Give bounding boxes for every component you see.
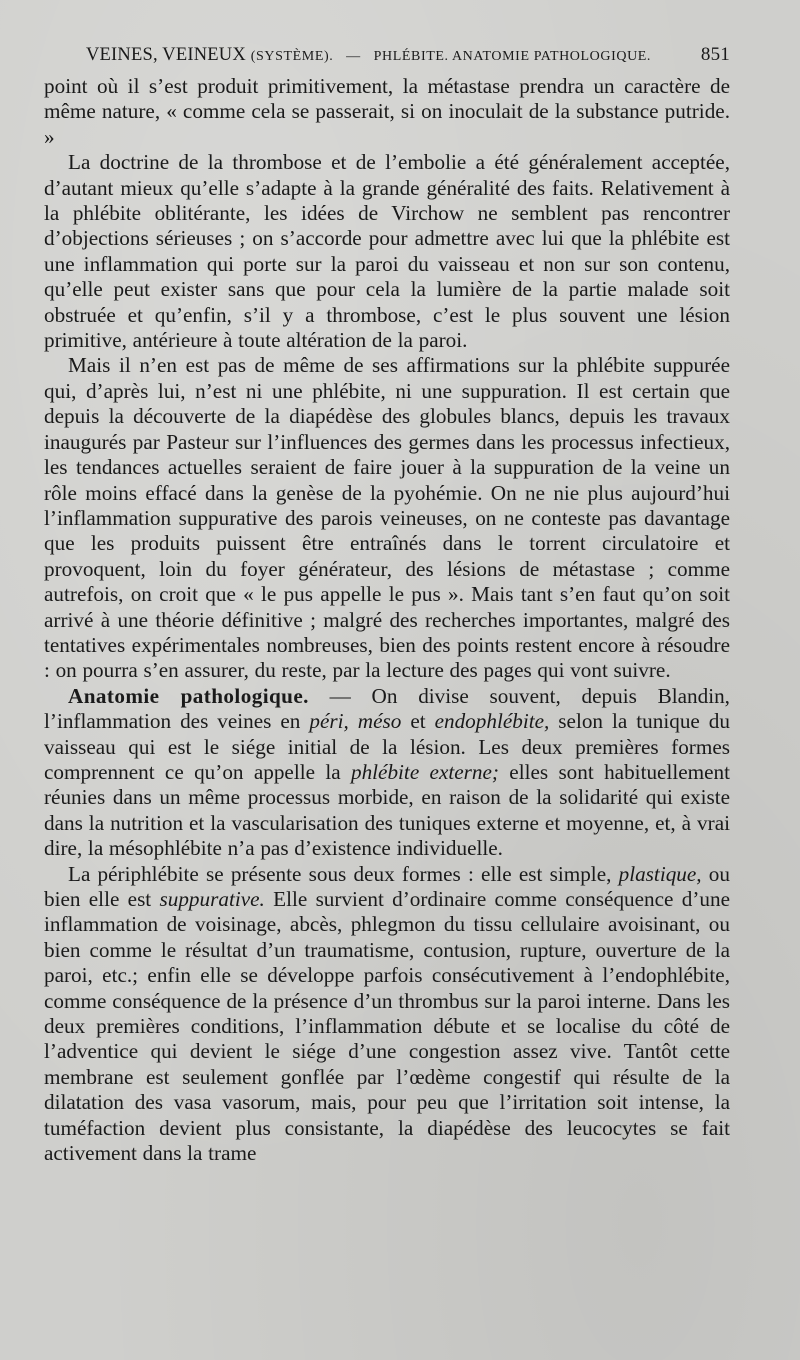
paragraph-5-text-a: La périphlébite se présente sous deux formes : elle est simple, bbox=[68, 861, 619, 886]
paragraph-5-text-b: ou bien elle est bbox=[44, 861, 730, 911]
page-number: 851 bbox=[700, 44, 730, 65]
paragraph-4-italic-3: phlébite externe; bbox=[350, 759, 499, 784]
paragraph-4-italic-2: endophlébite, bbox=[434, 709, 550, 734]
running-head-title-sub: (SYSTÈME). bbox=[250, 49, 334, 64]
paragraph-4 bbox=[44, 684, 730, 862]
paragraph-4-text-c: selon la tunique du vaisseau qui est le siége initial de la lésion. Les deux premières formes comprennent ce qu’on appelle la bbox=[44, 709, 730, 784]
paragraph-1: point où il s’est produit primitivement, la métastase prendra un caractère de même nature, « comme cela se passerait, si on inoculait de la substance putride. » bbox=[44, 74, 730, 149]
paragraph-4-text-d: elles sont habituellement réunies dans un même processus morbide, en raison de la solidarité qui existe dans la nutrition et la vascularisation des tuniques externe et moyenne, et, à vrai dire, la mésophlébite n’a pas d’existence individuelle. bbox=[44, 759, 730, 861]
running-head-dash: — bbox=[346, 49, 361, 64]
paragraph-5-text-c: Elle survient d’ordinaire comme conséquence d’une inflammation de voisinage, abcès, phlegmon du tissu cellulaire avoisinant, ou bien comme le résultat d’un traumatisme, contusion, rupture, ouverture de la paroi, etc.; enfin elle se développe parfois consécutivement à l’endophlébite, comme conséquence de la présence d’un thrombus sur la paroi interne. Dans les deux premières conditions, l’inflammation débute et se localise du côté de l’adventice qui devient le siége d’une congestion assez vive. Tantôt cette membrane est seulement gonflée par l’œdème congestif qui résulte de la dilatation des vasa vasorum, mais, pour peu que l’irritation soit intense, la tuméfaction devient plus consistante, la diapédèse des leucocytes se fait activement dans la trame bbox=[44, 887, 730, 1166]
paragraph-2: La doctrine de la thrombose et de l’embolie a été généralement acceptée, d’autant mieux qu’elle s’adapte à la grande généralité des faits. Relativement à la phlébite oblitérante, les idées de Virchow ne semblent pas rencontrer d’objections sérieuses ; on s’accorde pour admettre avec lui que la phlébite est une inflammation qui porte sur la paroi du vaisseau et non sur son contenu, qu’elle peut exister sans que pour cela la lumière de la partie malade soit obstruée et qu’enfin, s’il y a thrombose, c’est le plus souvent une lésion primitive, antérieure à toute altération de la paroi. bbox=[44, 150, 730, 353]
paragraph-5-italic-1: plastique, bbox=[618, 861, 702, 886]
paragraph-5 bbox=[44, 862, 730, 1167]
body-text bbox=[44, 74, 730, 1166]
running-head-title bbox=[86, 45, 651, 66]
running-head-subtitle: PHLÉBITE. ANATOMIE PATHOLOGIQUE. bbox=[373, 49, 652, 64]
paragraph-4-text-a: — On divise souvent, depuis Blandin, l’inflammation des veines en bbox=[44, 683, 730, 734]
running-head-title-main: VEINES, VEINEUX bbox=[86, 45, 246, 65]
paragraph-4-text-b: et bbox=[401, 709, 435, 734]
running-head bbox=[44, 44, 730, 74]
paragraph-3: Mais il n’en est pas de même de ses affirmations sur la phlébite suppurée qui, d’après lui, n’est ni une phlébite, ni une suppuration. Il est certain que depuis la découverte de la diapédèse des globules blancs, depuis les travaux inaugurés par Pasteur sur l’influences des germes dans les processus infectieux, les tendances actuelles seraient de faire jouer à la suppuration de la veine un rôle moins effacé dans la genèse de la pyohémie. On ne nie plus aujourd’hui l’inflammation suppurative des parois veineuses, on ne conteste pas davantage que les produits puissent être entraînés dans le torrent circulatoire et provoquent, loin du foyer générateur, des lésions de métastase ; comme autrefois, on croit que « le pus appelle le pus ». Mais tant s’en faut qu’on soit arrivé à une théorie définitive ; malgré des recherches importantes, malgré des tentatives expérimentales nombreuses, bien des points restent encore à résoudre : on pourra s’en assurer, du reste, par la lecture des pages qui vont suivre. bbox=[44, 353, 730, 683]
paragraph-4-italic-1: péri, méso bbox=[309, 709, 402, 734]
paragraph-5-italic-2: suppurative. bbox=[159, 887, 265, 911]
section-title: Anatomie pathologique. bbox=[68, 683, 309, 708]
